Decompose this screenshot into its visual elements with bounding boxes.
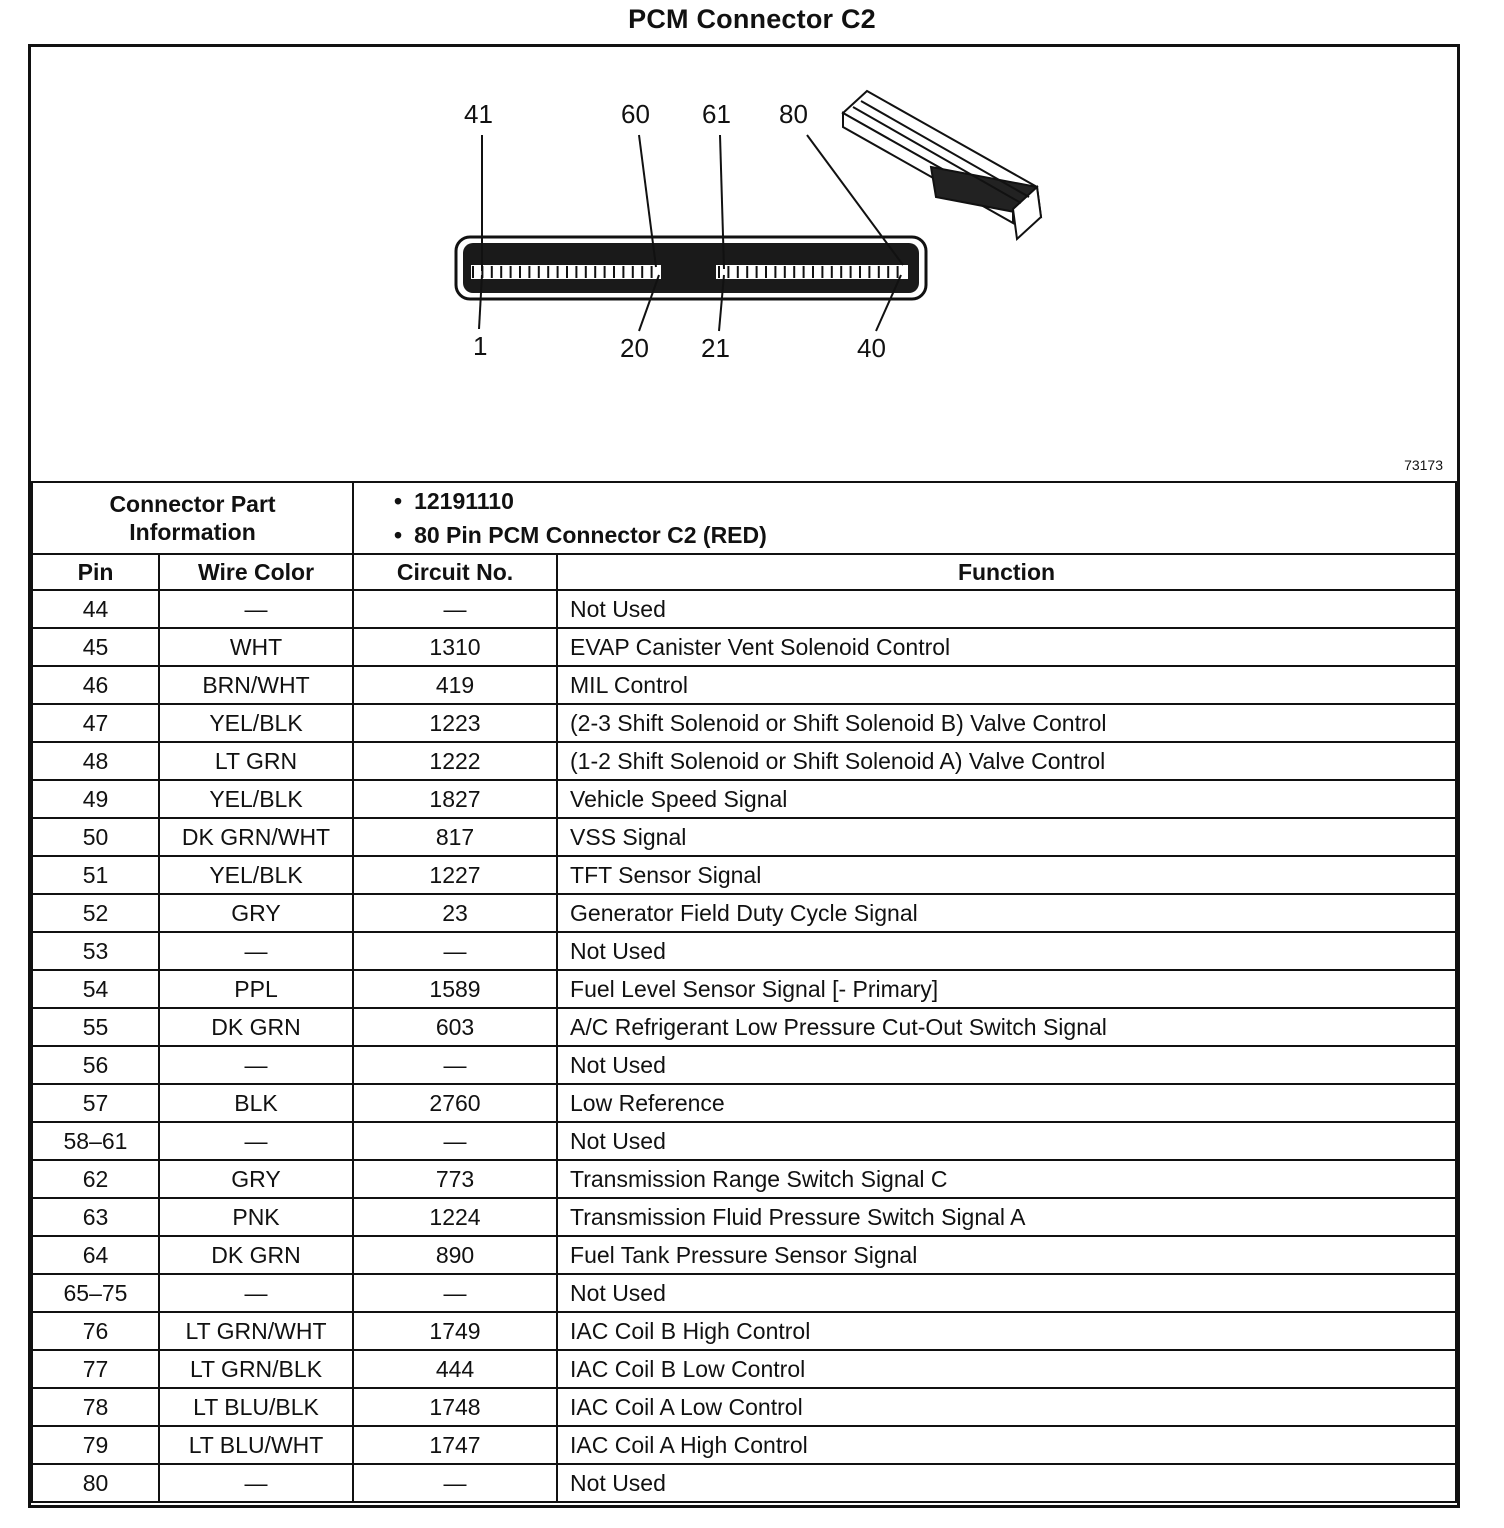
pin-cell: 55	[32, 1008, 159, 1046]
function-cell: Not Used	[557, 590, 1456, 628]
function-cell: A/C Refrigerant Low Pressure Cut-Out Switch Signal	[557, 1008, 1456, 1046]
table-row	[32, 1160, 1456, 1198]
wire-color-cell: YEL/BLK	[159, 780, 353, 818]
pin-label-41: 41	[464, 99, 493, 129]
pin-cell: 57	[32, 1084, 159, 1122]
circuit-cell: 444	[353, 1350, 557, 1388]
pin-cell: 54	[32, 970, 159, 1008]
circuit-cell: —	[353, 1046, 557, 1084]
circuit-cell: 1748	[353, 1388, 557, 1426]
pin-cell: 46	[32, 666, 159, 704]
pin-cell: 78	[32, 1388, 159, 1426]
table-row	[32, 590, 1456, 628]
circuit-cell: 1749	[353, 1312, 557, 1350]
pin-cell: 64	[32, 1236, 159, 1274]
wire-color-cell: YEL/BLK	[159, 856, 353, 894]
wire-color-cell: GRY	[159, 1160, 353, 1198]
circuit-cell: 1224	[353, 1198, 557, 1236]
pin-cell: 47	[32, 704, 159, 742]
function-cell: Fuel Level Sensor Signal [- Primary]	[557, 970, 1456, 1008]
part-description: • 80 Pin PCM Connector C2 (RED)	[394, 518, 1455, 552]
function-cell: TFT Sensor Signal	[557, 856, 1456, 894]
table-row	[32, 742, 1456, 780]
wire-color-cell: WHT	[159, 628, 353, 666]
wire-color-cell: —	[159, 1122, 353, 1160]
pinout-table	[31, 481, 1457, 1503]
function-cell: EVAP Canister Vent Solenoid Control	[557, 628, 1456, 666]
circuit-cell: 817	[353, 818, 557, 856]
wire-color-cell: PNK	[159, 1198, 353, 1236]
pin-cell: 49	[32, 780, 159, 818]
table-row	[32, 1236, 1456, 1274]
function-cell: Low Reference	[557, 1084, 1456, 1122]
pin-cell: 45	[32, 628, 159, 666]
wire-color-cell: LT BLU/WHT	[159, 1426, 353, 1464]
col-header-function: Function	[557, 554, 1456, 590]
circuit-cell: 1827	[353, 780, 557, 818]
function-cell: Not Used	[557, 932, 1456, 970]
pin-cell: 62	[32, 1160, 159, 1198]
function-cell: (2-3 Shift Solenoid or Shift Solenoid B) Valve Control	[557, 704, 1456, 742]
table-row	[32, 1464, 1456, 1502]
page-title: PCM Connector C2	[628, 4, 876, 34]
table-row	[32, 1084, 1456, 1122]
wire-color-cell: DK GRN	[159, 1236, 353, 1274]
pin-cell: 58–61	[32, 1122, 159, 1160]
wire-color-cell: LT GRN	[159, 742, 353, 780]
wire-color-cell: DK GRN	[159, 1008, 353, 1046]
pin-cell: 44	[32, 590, 159, 628]
table-row	[32, 1350, 1456, 1388]
wire-color-cell: BLK	[159, 1084, 353, 1122]
function-cell: Not Used	[557, 1274, 1456, 1312]
table-row	[32, 1388, 1456, 1426]
circuit-cell: 603	[353, 1008, 557, 1046]
function-cell: Vehicle Speed Signal	[557, 780, 1456, 818]
col-header-circuit: Circuit No.	[353, 554, 557, 590]
wire-color-cell: —	[159, 932, 353, 970]
wire-color-cell: —	[159, 1464, 353, 1502]
circuit-cell: 1222	[353, 742, 557, 780]
circuit-cell: —	[353, 1122, 557, 1160]
part-info-row	[32, 482, 1456, 554]
table-row	[32, 1008, 1456, 1046]
function-cell: IAC Coil B Low Control	[557, 1350, 1456, 1388]
table-row	[32, 1198, 1456, 1236]
circuit-cell: 773	[353, 1160, 557, 1198]
function-cell: MIL Control	[557, 666, 1456, 704]
table-row	[32, 932, 1456, 970]
figure-number: 73173	[1404, 457, 1443, 473]
pin-cell: 77	[32, 1350, 159, 1388]
connector-diagram	[31, 47, 1457, 481]
table-row	[32, 628, 1456, 666]
pin-cell: 76	[32, 1312, 159, 1350]
function-cell: Fuel Tank Pressure Sensor Signal	[557, 1236, 1456, 1274]
circuit-cell: 419	[353, 666, 557, 704]
pin-cell: 50	[32, 818, 159, 856]
pin-cell: 56	[32, 1046, 159, 1084]
function-cell: IAC Coil A Low Control	[557, 1388, 1456, 1426]
pin-label-61: 61	[702, 99, 731, 129]
function-cell: Not Used	[557, 1122, 1456, 1160]
part-number: • 12191110	[394, 484, 1455, 518]
circuit-cell: 1589	[353, 970, 557, 1008]
function-cell: Not Used	[557, 1464, 1456, 1502]
pin-label-80: 80	[779, 99, 808, 129]
pin-cell: 53	[32, 932, 159, 970]
function-cell: Generator Field Duty Cycle Signal	[557, 894, 1456, 932]
pin-label-20: 20	[620, 333, 649, 363]
wire-color-cell: LT BLU/BLK	[159, 1388, 353, 1426]
circuit-cell: —	[353, 590, 557, 628]
function-cell: Not Used	[557, 1046, 1456, 1084]
pin-cell: 51	[32, 856, 159, 894]
table-row	[32, 666, 1456, 704]
wire-color-cell: LT GRN/BLK	[159, 1350, 353, 1388]
table-row	[32, 704, 1456, 742]
circuit-cell: —	[353, 1274, 557, 1312]
part-info-values	[353, 482, 1456, 554]
function-cell: Transmission Fluid Pressure Switch Signal A	[557, 1198, 1456, 1236]
connector-3d-icon	[843, 91, 1041, 239]
table-row	[32, 1046, 1456, 1084]
circuit-cell: 2760	[353, 1084, 557, 1122]
pin-cell: 65–75	[32, 1274, 159, 1312]
circuit-cell: —	[353, 932, 557, 970]
pin-cell: 80	[32, 1464, 159, 1502]
circuit-cell: 890	[353, 1236, 557, 1274]
wire-color-cell: LT GRN/WHT	[159, 1312, 353, 1350]
col-header-pin: Pin	[32, 554, 159, 590]
pin-cell: 52	[32, 894, 159, 932]
col-header-wire-color: Wire Color	[159, 554, 353, 590]
table-row	[32, 856, 1456, 894]
circuit-cell: 23	[353, 894, 557, 932]
table-row	[32, 1426, 1456, 1464]
table-row	[32, 1312, 1456, 1350]
pin-cell: 79	[32, 1426, 159, 1464]
circuit-cell: 1310	[353, 628, 557, 666]
pin-label-40: 40	[857, 333, 886, 363]
pin-cell: 63	[32, 1198, 159, 1236]
wire-color-cell: BRN/WHT	[159, 666, 353, 704]
table-row	[32, 1122, 1456, 1160]
table-header-row	[32, 554, 1456, 590]
circuit-cell: —	[353, 1464, 557, 1502]
circuit-cell: 1227	[353, 856, 557, 894]
connector-illustration	[31, 47, 1457, 481]
pin-label-1: 1	[473, 331, 488, 361]
function-cell: VSS Signal	[557, 818, 1456, 856]
table-row	[32, 894, 1456, 932]
pin-label-21: 21	[701, 333, 730, 363]
circuit-cell: 1747	[353, 1426, 557, 1464]
wire-color-cell: DK GRN/WHT	[159, 818, 353, 856]
wire-color-cell: —	[159, 590, 353, 628]
part-info-label: Connector Part Information	[32, 482, 353, 554]
wire-color-cell: YEL/BLK	[159, 704, 353, 742]
table-row	[32, 970, 1456, 1008]
function-cell: IAC Coil B High Control	[557, 1312, 1456, 1350]
wire-color-cell: GRY	[159, 894, 353, 932]
wire-color-cell: —	[159, 1046, 353, 1084]
function-cell: (1-2 Shift Solenoid or Shift Solenoid A) Valve Control	[557, 742, 1456, 780]
pin-label-60: 60	[621, 99, 650, 129]
table-row	[32, 818, 1456, 856]
table-row	[32, 1274, 1456, 1312]
wire-color-cell: —	[159, 1274, 353, 1312]
connector-frame	[28, 44, 1460, 1508]
table-row	[32, 780, 1456, 818]
function-cell: Transmission Range Switch Signal C	[557, 1160, 1456, 1198]
function-cell: IAC Coil A High Control	[557, 1426, 1456, 1464]
pin-cell: 48	[32, 742, 159, 780]
circuit-cell: 1223	[353, 704, 557, 742]
wire-color-cell: PPL	[159, 970, 353, 1008]
